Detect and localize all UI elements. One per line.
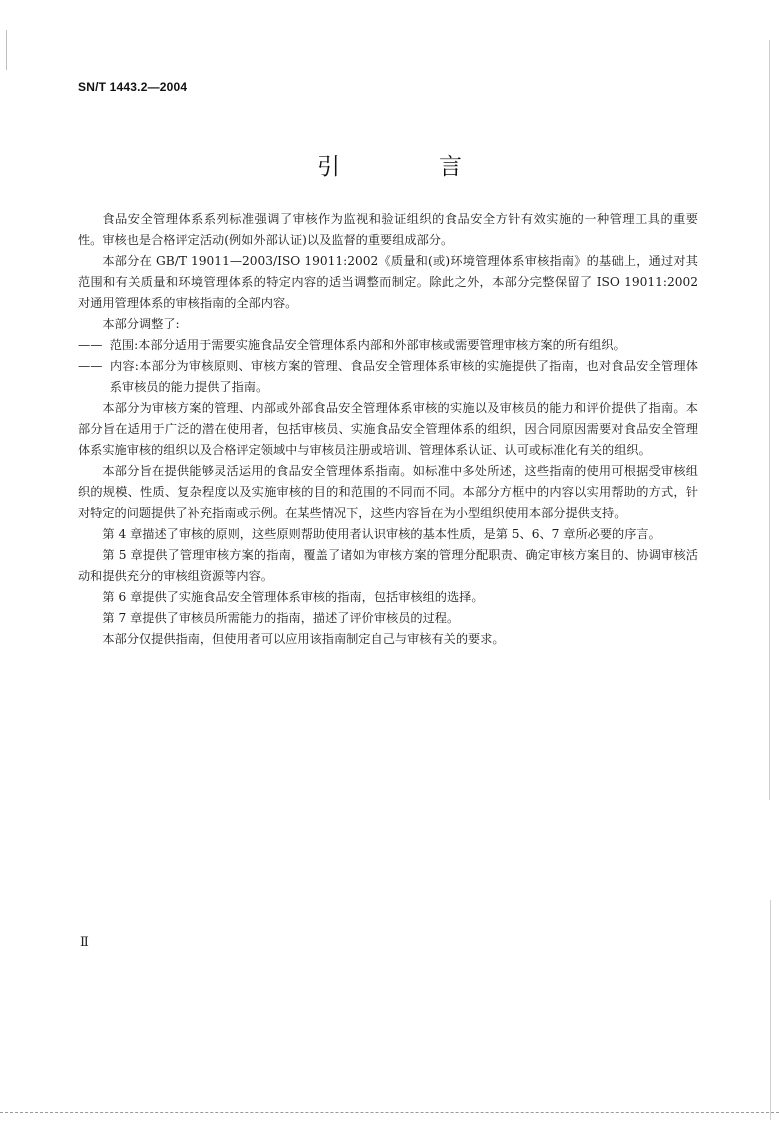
paragraph: 第 6 章提供了实施食品安全管理体系审核的指南，包括审核组的选择。 (102, 590, 484, 604)
list-item-text: 内容:本部分为审核原则、审核方案的管理、食品安全管理体系审核的实施提供了指南，也对食品安全管理体系审核员的能力提供了指南。 (109, 359, 698, 394)
list-dash: —— (78, 359, 103, 373)
paragraph: 本部分为审核方案的管理、内部或外部食品安全管理体系审核的实施以及审核员的能力和评价提供了指南。本部分旨在适用于广泛的潜在使用者，包括审核员、实施食品安全管理体系的组织，因合同原因需要对食品安全管理体系实施审核的组织以及合格评定领域中与审核员注册或培训、管理体系认证、认可或标准化有关的组织。 (78, 401, 698, 457)
paragraph: 食品安全管理体系系列标准强调了审核作为监视和验证组织的食品安全方针有效实施的一种管理工具的重要性。审核也是合格评定活动(例如外部认证)以及监督的重要组成部分。 (78, 212, 698, 247)
paragraph: 第 7 章提供了审核员所需能力的指南，描述了评价审核员的过程。 (102, 611, 460, 625)
scan-margin-line-left (6, 30, 7, 70)
page-number: Ⅱ (80, 935, 89, 950)
paragraph: 第 4 章描述了审核的原则，这些原则帮助使用者认识审核的基本性质，是第 5、6、7 章所必要的序言。 (102, 527, 661, 541)
list-item (78, 335, 698, 356)
paragraph: 本部分仅提供指南，但使用者可以应用该指南制定自己与审核有关的要求。 (102, 632, 505, 646)
paragraph: 第 5 章提供了管理审核方案的指南，覆盖了诸如为审核方案的管理分配职责、确定审核方案目的、协调审核活动和提供充分的审核组资源等内容。 (78, 548, 698, 583)
list-item-text: 范围:本部分适用于需要实施食品安全管理体系内部和外部审核或需要管理审核方案的所有组织。 (109, 338, 626, 352)
bottom-divider (0, 1112, 779, 1113)
paragraph: 本部分旨在提供能够灵活运用的食品安全管理体系指南。如标准中多处所述，这些指南的使用可根据受审核组织的规模、性质、复杂程度以及实施审核的目的和范围的不同而不同。本部分方框中的内容以实用帮助的方式，针对特定的问题提供了补充指南或示例。在某些情况下，这些内容旨在为小型组织使用本部分提供支持。 (78, 464, 698, 520)
scan-margin-line-right-lower (770, 900, 771, 1120)
list-dash: —— (78, 338, 103, 352)
standard-code: SN/T 1443.2—2004 (78, 80, 188, 94)
paragraph: 本部分在 GB/T 19011—2003/ISO 19011:2002《质量和(或)环境管理体系审核指南》的基础上，通过对其范围和有关质量和环境管理体系的特定内容的适当调整而制定。除此之外，本部分完整保留了 ISO 19011:2002 对通用管理体系的审核指南的全部内容。 (78, 254, 698, 310)
body-text (78, 209, 698, 650)
page-title: 引 言 (317, 154, 500, 180)
list-item (78, 356, 698, 398)
paragraph: 本部分调整了: (102, 317, 180, 331)
